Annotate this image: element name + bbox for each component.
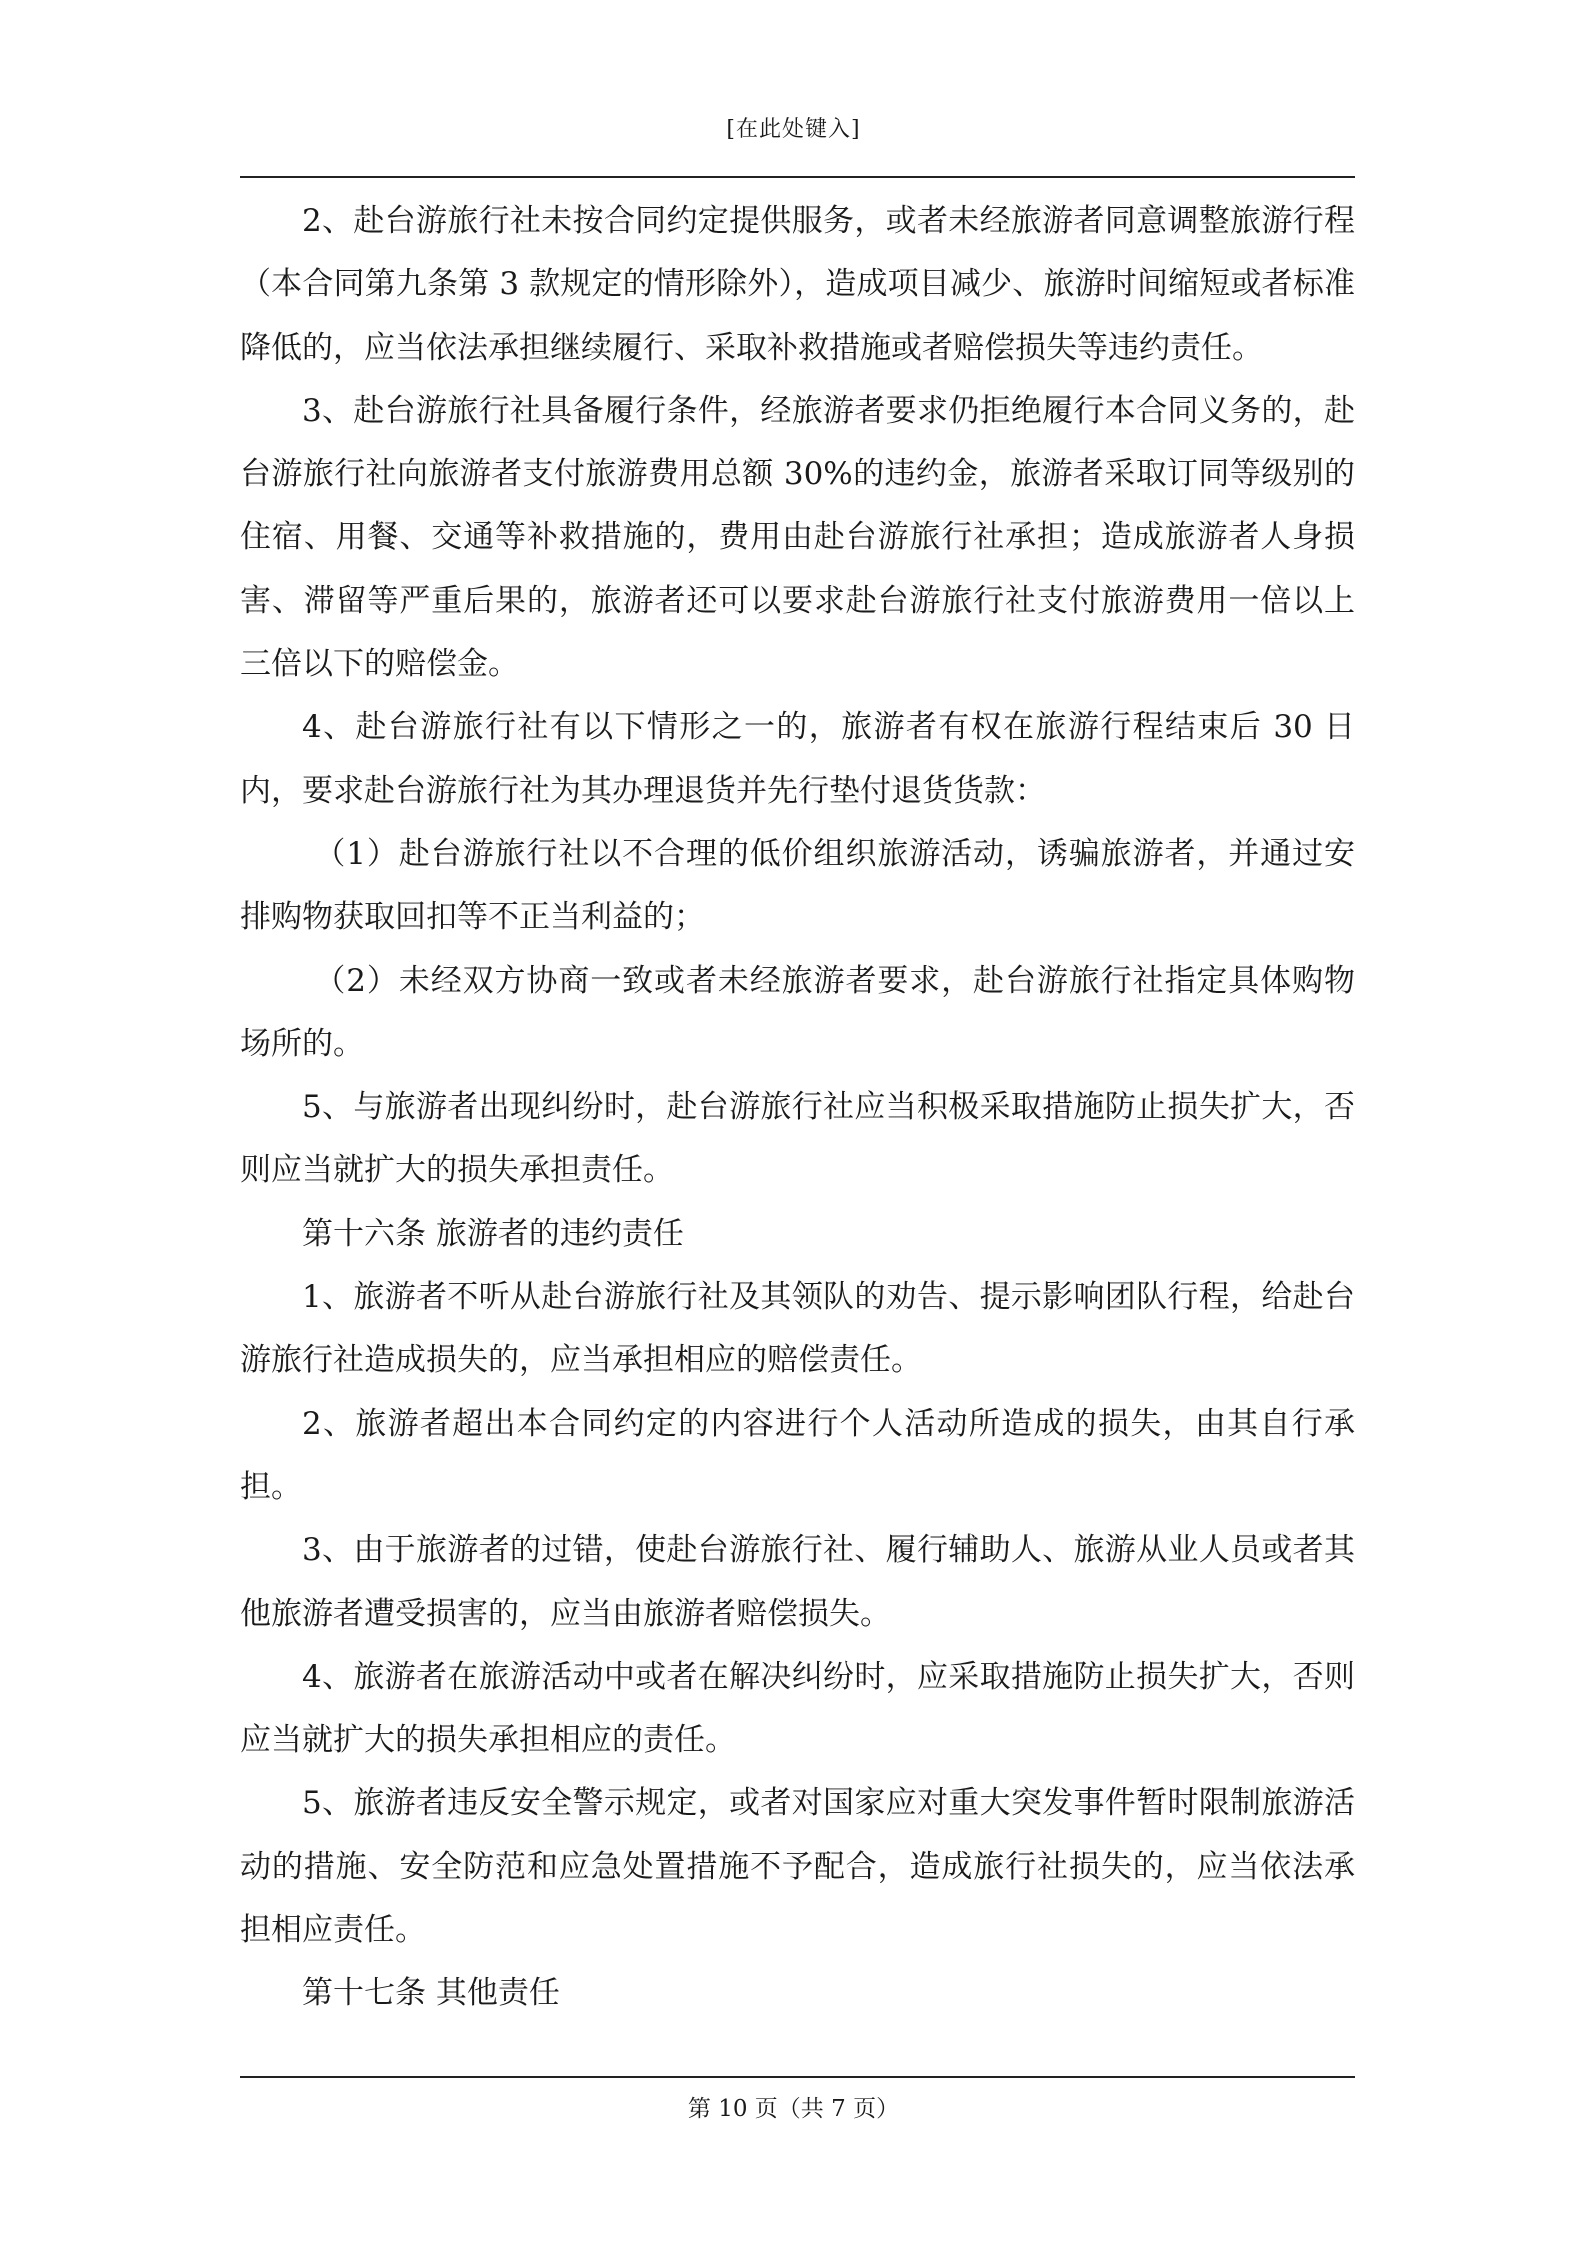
header-divider (240, 176, 1355, 178)
clause-paragraph: 4、赴台游旅行社有以下情形之一的，旅游者有权在旅游行程结束后 30 日内，要求赴台游旅行社为其办理退货并先行垫付退货货款： (240, 709, 1355, 809)
article-heading: 第十七条 其他责任 (302, 1975, 560, 2012)
clause-paragraph: 3、由于旅游者的过错，使赴台游旅行社、履行辅助人、旅游从业人员或者其他旅游者遭受损害的，应当由旅游者赔偿损失。 (240, 1532, 1355, 1632)
clause-paragraph: 5、旅游者违反安全警示规定，或者对国家应对重大突发事件暂时限制旅游活动的措施、安全防范和应急处置措施不予配合，造成旅行社损失的，应当依法承担相应责任。 (240, 1785, 1355, 1949)
clause-paragraph: 1、旅游者不听从赴台游旅行社及其领队的劝告、提示影响团队行程，给赴台游旅行社造成损失的，应当承担相应的赔偿责任。 (240, 1279, 1355, 1379)
clause-paragraph: 2、赴台游旅行社未按合同约定提供服务，或者未经旅游者同意调整旅游行程（本合同第九条第 3 款规定的情形除外），造成项目减少、旅游时间缩短或者标准降低的，应当依法承担继续履行、采取补救措施或者赔偿损失等违约责任。 (240, 203, 1355, 366)
sub-clause-paragraph: （2）未经双方协商一致或者未经旅游者要求，赴台游旅行社指定具体购物场所的。 (240, 962, 1355, 1062)
clause-paragraph: 2、旅游者超出本合同约定的内容进行个人活动所造成的损失，由其自行承担。 (240, 1405, 1355, 1505)
footer-divider (240, 2076, 1355, 2078)
article-heading: 第十六条 旅游者的违约责任 (302, 1215, 684, 1252)
document-body (240, 190, 1355, 2026)
clause-paragraph: 5、与旅游者出现纠纷时，赴台游旅行社应当积极采取措施防止损失扩大，否则应当就扩大的损失承担责任。 (240, 1089, 1355, 1189)
clause-paragraph: 4、旅游者在旅游活动中或者在解决纠纷时，应采取措施防止损失扩大，否则应当就扩大的损失承担相应的责任。 (240, 1658, 1355, 1759)
clause-paragraph: 3、赴台游旅行社具备履行条件，经旅游者要求仍拒绝履行本合同义务的，赴台游旅行社向旅游者支付旅游费用总额 30%的违约金，旅游者采取订同等级别的住宿、用餐、交通等补救措施的，费用由赴台游旅行社承担；造成旅游者人身损害、滞留等严重后果的，旅游者还可以要求赴台游旅行社支付旅游费用一倍以上三倍以下的赔偿金。 (240, 392, 1355, 683)
page-header: [在此处键入] (726, 117, 861, 142)
sub-clause-paragraph: （1）赴台游旅行社以不合理的低价组织旅游活动，诱骗旅游者，并通过安排购物获取回扣等不正当利益的； (240, 835, 1355, 936)
page-number: 第 10 页（共 7 页） (687, 2096, 900, 2122)
